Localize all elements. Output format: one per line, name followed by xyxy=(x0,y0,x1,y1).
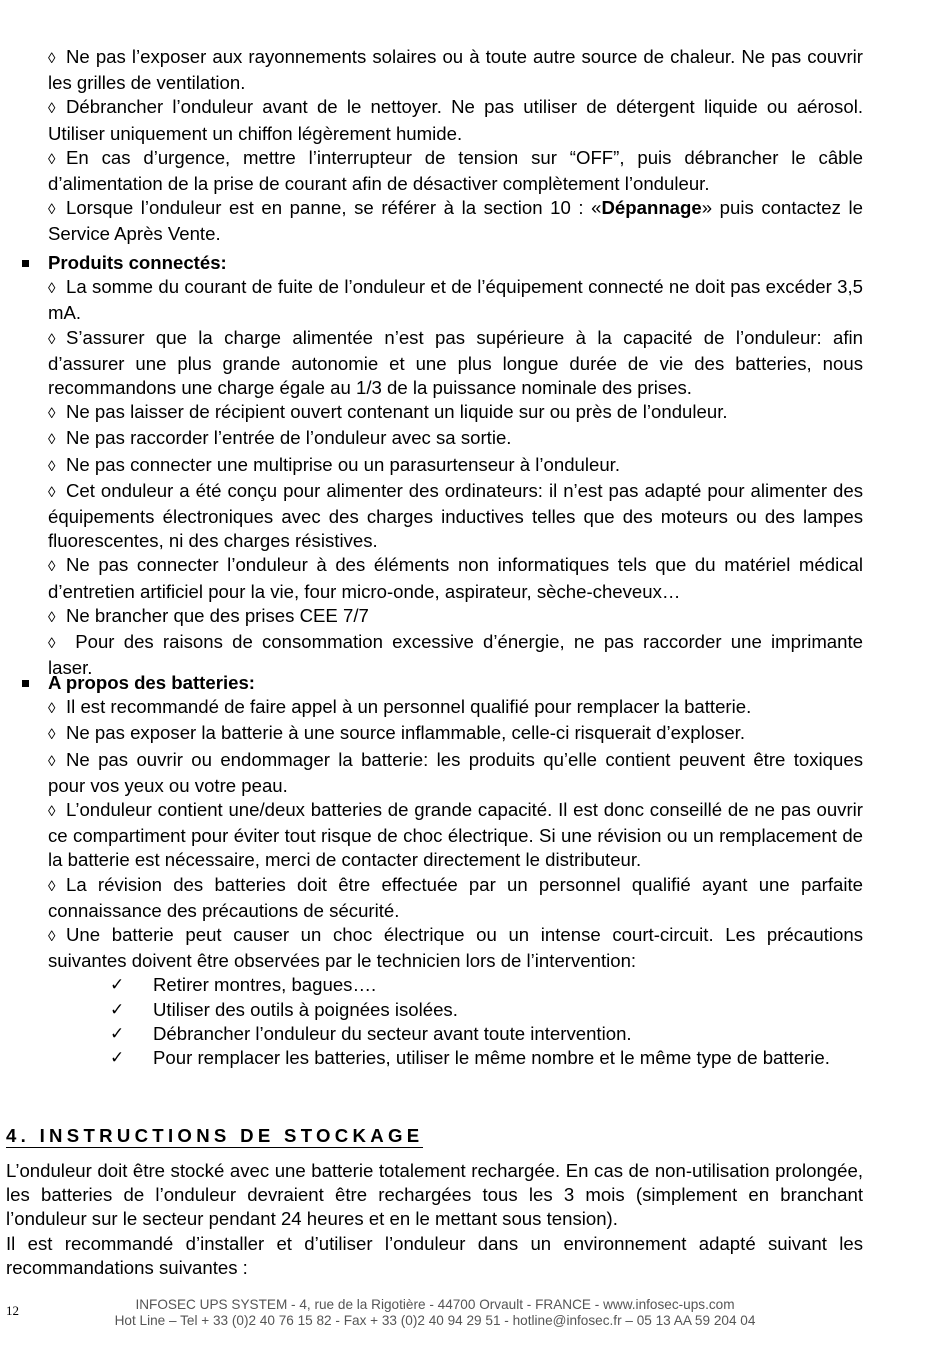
diamond-bullet-icon: ◊ xyxy=(48,100,56,118)
precaution-item: ◊ Il est recommandé de faire appel à un personnel qualifié pour remplacer la batterie. xyxy=(48,695,863,721)
diamond-bullet-icon: ◊ xyxy=(48,635,56,653)
batteries-list xyxy=(48,695,863,973)
precaution-item: ◊ S’assurer que la charge alimentée n’est pas supérieure à la capacité de l’onduleur: afin d’assurer une plus grande autonomie et une plus longue durée de vie des batteries, nous recommandons une charge égale au 1/3 de la puissance nominale des prises. xyxy=(48,326,863,399)
precaution-item: ◊ En cas d’urgence, mettre l’interrupteur de tension sur “OFF”, puis débrancher le câble d’alimentation de la prise de courant afin de désactiver complètement l’onduleur. xyxy=(48,146,863,195)
diamond-bullet-icon: ◊ xyxy=(48,150,56,168)
produits-list xyxy=(48,275,863,680)
checklist-item: ✓ Utiliser des outils à poignées isolées. xyxy=(48,998,863,1022)
diamond-bullet-icon: ◊ xyxy=(48,201,56,219)
precaution-item: ◊ Cet onduleur a été conçu pour alimenter des ordinateurs: il n’est pas adapté pour alimenter des équipements électroniques avec des charges inductives telles que des moteurs ou des lampes fluorescentes, ni des charges résistives. xyxy=(48,479,863,552)
paragraph: Il est recommandé d’installer et d’utiliser l’onduleur dans un environnement adapté suivant les recommandations suivantes : xyxy=(6,1232,863,1278)
precaution-item: ◊ La somme du courant de fuite de l’onduleur et de l’équipement connecté ne doit pas excéder 3,5 mA. xyxy=(48,276,863,324)
checklist xyxy=(48,973,863,1070)
footer xyxy=(0,1297,870,1329)
precaution-item: ◊ Ne pas l’exposer aux rayonnements solaires ou à toute autre source de chaleur. Ne pas couvrir les grilles de ventilation. xyxy=(48,46,863,94)
diamond-bullet-icon: ◊ xyxy=(48,700,56,718)
diamond-bullet-icon: ◊ xyxy=(48,50,56,67)
section-produits-connectes xyxy=(48,251,863,680)
diamond-bullet-icon: ◊ xyxy=(48,431,56,449)
diamond-bullet-icon: ◊ xyxy=(48,877,56,895)
diamond-bullet-icon: ◊ xyxy=(48,457,56,475)
diamond-bullet-icon: ◊ xyxy=(48,483,56,501)
section-title: Produits connectés: xyxy=(48,252,227,273)
checklist-item: ✓ Pour remplacer les batteries, utiliser le même nombre et le même type de batterie. xyxy=(48,1046,863,1070)
section4-body xyxy=(6,1159,863,1280)
paragraph: L’onduleur doit être stocké avec une batterie totalement rechargée. En cas de non-utilisation prolongée, les batteries de l’onduleur devraient être rechargées tous les 3 mois (simplement en branchant l’onduleur sur le secteur pendant 24 heures et en le mettant sous tension). xyxy=(6,1160,863,1230)
diamond-bullet-icon: ◊ xyxy=(48,752,56,770)
depannage-reference: Dépannage xyxy=(601,197,702,219)
section-heading: 4. INSTRUCTIONS DE STOCKAGE xyxy=(6,1125,424,1146)
precaution-item: ◊ Ne brancher que des prises CEE 7/7 xyxy=(48,604,863,630)
intro-precautions xyxy=(48,45,863,247)
precaution-item: ◊ Ne pas exposer la batterie à une source inflammable, celle-ci risquerait d’exploser. xyxy=(48,721,863,747)
diamond-bullet-icon: ◊ xyxy=(48,558,56,576)
diamond-bullet-icon: ◊ xyxy=(48,726,56,744)
section-batteries xyxy=(48,671,863,1070)
precaution-item: ◊ Pour des raisons de consommation excessive d’énergie, ne pas raccorder une imprimante laser. xyxy=(48,631,863,679)
diamond-bullet-icon: ◊ xyxy=(48,608,56,626)
section-title: A propos des batteries: xyxy=(48,672,255,693)
checklist-item: ✓ Débrancher l’onduleur du secteur avant toute intervention. xyxy=(48,1022,863,1046)
check-icon: ✓ xyxy=(110,1023,125,1043)
diamond-bullet-icon: ◊ xyxy=(48,330,56,348)
precaution-item: ◊ L’onduleur contient une/deux batteries de grande capacité. Il est donc conseillé de ne pas ouvrir ce compartiment pour éviter tout risque de choc électrique. Si une révision ou un remplacement de la batterie est nécessaire, merci de contacter directement le distributeur. xyxy=(48,799,863,871)
precaution-item: ◊ Ne pas raccorder l’entrée de l’onduleur avec sa sortie. xyxy=(48,426,863,452)
diamond-bullet-icon: ◊ xyxy=(48,405,56,423)
diamond-bullet-icon: ◊ xyxy=(48,280,56,298)
precaution-item: ◊ Lorsque l’onduleur est en panne, se référer à la section 10 : «Dépannage» puis contactez le Service Après Vente. xyxy=(48,197,863,245)
precaution-item: ◊ Ne pas laisser de récipient ouvert contenant un liquide sur ou près de l’onduleur. xyxy=(48,400,863,426)
check-icon: ✓ xyxy=(110,975,125,995)
precaution-item: ◊ Une batterie peut causer un choc électrique ou un intense court-circuit. Les précautions suivantes doivent être observées par le technicien lors de l’intervention: xyxy=(48,924,863,972)
footer-address: INFOSEC UPS SYSTEM - 4, rue de la Rigotière - 44700 Orvault - FRANCE - www.infosec-ups.com xyxy=(135,1297,735,1312)
square-bullet-icon xyxy=(22,680,29,687)
precaution-item: ◊ Ne pas ouvrir ou endommager la batterie: les produits qu’elle contient peuvent être toxiques pour vos yeux ou votre peau. xyxy=(48,748,863,796)
square-bullet-icon xyxy=(22,260,29,267)
check-icon: ✓ xyxy=(110,999,125,1019)
precaution-item: ◊ Débrancher l’onduleur avant de le nettoyer. Ne pas utiliser de détergent liquide ou aérosol. Utiliser uniquement un chiffon légèrement humide. xyxy=(48,96,863,144)
precaution-item: ◊ La révision des batteries doit être effectuée par un personnel qualifié ayant une parfaite connaissance des précautions de sécurité. xyxy=(48,873,863,921)
diamond-bullet-icon: ◊ xyxy=(48,928,56,946)
checklist-item: ✓ Retirer montres, bagues…. xyxy=(48,973,863,997)
page-number: 12 xyxy=(6,1303,19,1318)
precaution-item: ◊ Ne pas connecter une multiprise ou un parasurtenseur à l’onduleur. xyxy=(48,453,863,479)
check-icon: ✓ xyxy=(110,1048,125,1068)
footer-contact: Hot Line – Tel + 33 (0)2 40 76 15 82 - Fax + 33 (0)2 40 94 29 51 - hotline@infosec.fr – 05 13 AA 59 204 04 xyxy=(114,1313,756,1328)
diamond-bullet-icon: ◊ xyxy=(48,803,56,821)
precaution-item: ◊ Ne pas connecter l’onduleur à des éléments non informatiques tels que du matériel médical d’entretien artificiel pour la vie, four micro-onde, aspirateur, sèche-cheveux… xyxy=(48,554,863,602)
